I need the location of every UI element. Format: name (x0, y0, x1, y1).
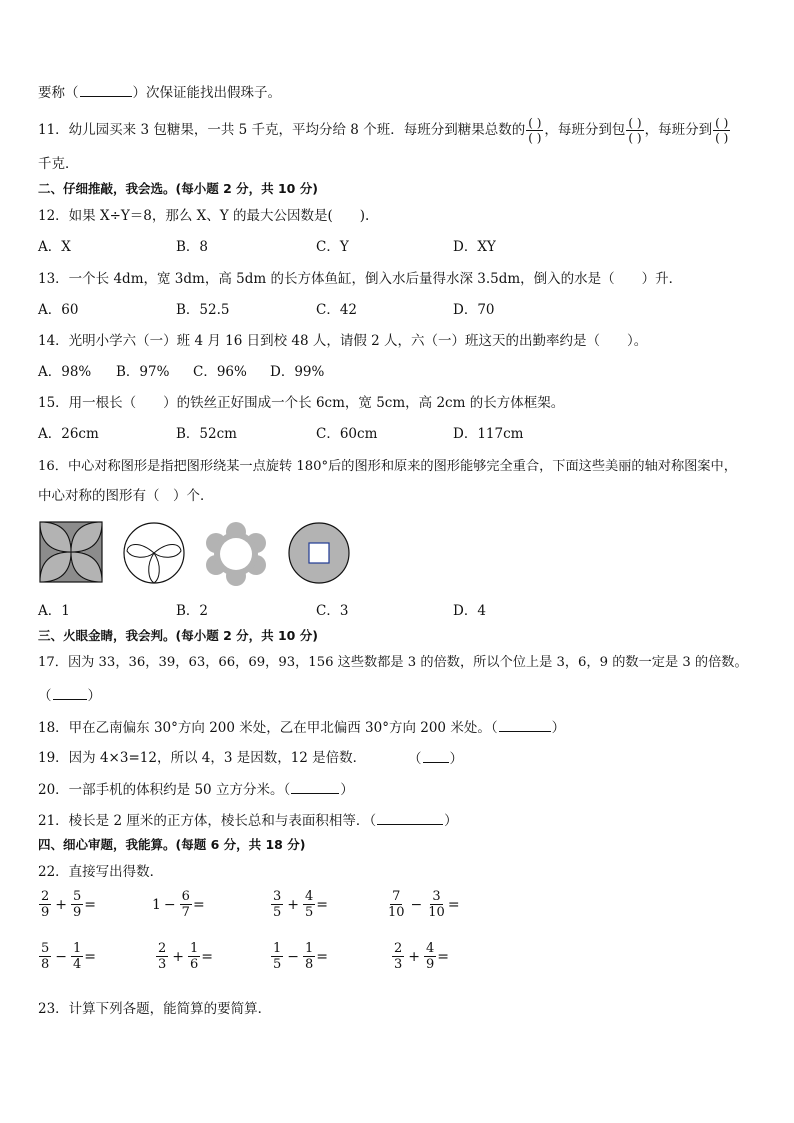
fraction: $\frac{1}{5}$ (273, 941, 282, 972)
q22-calc-5[interactable]: $\frac{5}{8}$ − $\frac{1}{4}$ = (41, 941, 97, 972)
q22-calc-1[interactable]: $\frac{2}{9}$ + $\frac{5}{9}$ = (41, 889, 97, 920)
q15-option-d[interactable]: D．117cm (453, 426, 524, 442)
q19-answer-blank[interactable] (423, 748, 449, 763)
q18-close: ） (551, 720, 566, 736)
q17-stem: 17．因为 33，36，39，63，66，69，93，156 这些数都是 3 的倍数，所以个位上是 3，6，9 的数一定是 3 的倍数。 (38, 655, 748, 670)
q13-option-a[interactable]: A．60 (38, 302, 79, 318)
q12-option-c[interactable]: C．Y (316, 239, 349, 255)
q21-close: ） (444, 813, 458, 829)
q14-option-d[interactable]: D．99% (270, 364, 325, 380)
q17-answer-blank[interactable] (53, 685, 87, 700)
q12-stem: 12．如果 X÷Y＝8，那么 X、Y 的最大公因数是( ). (38, 208, 370, 224)
q11-fraction-1[interactable]: $\frac{( )}{( )}$ (528, 116, 542, 145)
q15-option-b[interactable]: B．52cm (176, 426, 237, 442)
figure-flower (203, 521, 269, 587)
fraction: $\frac{2}{3}$ (158, 941, 167, 972)
q22-stem: 22．直接写出得数． (38, 864, 164, 880)
q19-answer (408, 748, 463, 769)
q19-stem: 19．因为 4×3=12，所以 4，3 是因数，12 是倍数． (38, 750, 367, 766)
q11-tail: 千克． (38, 156, 79, 172)
q12-option-b[interactable]: B．8 (176, 239, 209, 255)
fraction: $\frac{7}{10}$ (388, 889, 405, 920)
q21-stem: 21．棱长是 2 厘米的正方体，棱长总和与表面积相等．（ (38, 813, 377, 829)
q16-option-a[interactable]: A．1 (38, 603, 70, 619)
q20-close: ） (340, 782, 354, 798)
fraction: $\frac{1}{4}$ (73, 941, 82, 972)
q11-line (38, 117, 731, 144)
fraction: $\frac{5}{9}$ (73, 889, 82, 920)
q16-option-d[interactable]: D．4 (453, 603, 486, 619)
section-3-heading: 三、火眼金睛，我会判。(每小题 2 分，共 10 分) (38, 628, 318, 643)
q16-option-b[interactable]: B．2 (176, 603, 209, 619)
q16-stem-2: 中心对称的图形有（ ）个． (38, 488, 214, 504)
q13-option-b[interactable]: B．52.5 (176, 302, 230, 318)
fraction: $\frac{1}{6}$ (190, 941, 199, 972)
q16-stem-1: 16．中心对称图形是指把图形绕某一点旋转 180°后的图形和原来的图形能够完全重合，下面这些美丽的轴对称图案中， (38, 459, 737, 474)
q17-open: （ (38, 688, 52, 704)
q11-text: 11．幼儿园买来 3 包糖果，一共 5 千克，平均分给 8 个班．每班分到糖果总数的 (38, 122, 526, 138)
q15-stem: 15．用一根长（ ）的铁丝正好围成一个长 6cm，宽 5cm，高 2cm 的长方体框架。 (38, 395, 565, 411)
q23-stem: 23．计算下列各题，能简算的要简算． (38, 1001, 272, 1017)
fraction: $\frac{4}{9}$ (426, 941, 435, 972)
q18-line (38, 717, 565, 738)
q22-calc-3[interactable]: $\frac{3}{5}$ + $\frac{4}{5}$ = (273, 889, 329, 920)
q13-option-c[interactable]: C．42 (316, 302, 358, 318)
q18-answer-blank[interactable] (499, 717, 551, 732)
q22-calc-8[interactable]: $\frac{2}{3}$ + $\frac{4}{9}$ = (394, 941, 450, 972)
figure-square-petals (39, 521, 103, 583)
q14-option-b[interactable]: B．97% (116, 364, 170, 380)
q10-pre: 要称（ (38, 85, 79, 101)
q13-stem: 13．一个长 4dm，宽 3dm，高 5dm 的长方体鱼缸，倒入水后量得水深 3.5dm，倒入的水是（ ）升． (38, 271, 683, 287)
fraction: $\frac{3}{5}$ (273, 889, 282, 920)
q20-line (38, 779, 354, 800)
q14-option-a[interactable]: A．98% (38, 364, 92, 380)
q11-fraction-2[interactable]: $\frac{( )}{( )}$ (628, 116, 642, 145)
q12-option-a[interactable]: A．X (38, 239, 71, 255)
q20-answer-blank[interactable] (291, 779, 339, 794)
q11-fraction-3[interactable]: $\frac{( )}{( )}$ (715, 116, 729, 145)
fraction: $\frac{2}{3}$ (394, 941, 403, 972)
q20-stem: 20．一部手机的体积约是 50 立方分米。（ (38, 782, 291, 798)
q15-option-a[interactable]: A．26cm (38, 426, 99, 442)
section-2-heading: 二、仔细推敲，我会选。(每小题 2 分，共 10 分) (38, 181, 318, 196)
q11-mid1: ，每班分到包 (544, 122, 626, 138)
fraction: $\frac{6}{7}$ (181, 889, 190, 920)
q14-option-c[interactable]: C．96% (193, 364, 247, 380)
figure-coin (287, 521, 351, 585)
q18-stem: 18．甲在乙南偏东 30°方向 200 米处，乙在甲北偏西 30°方向 200 米处。（ (38, 720, 498, 736)
q22-calc-4[interactable]: $\frac{7}{10}$ − $\frac{3}{10}$ = (388, 889, 460, 920)
q13-option-d[interactable]: D．70 (453, 302, 495, 318)
section-4-heading: 四、细心审题，我能算。(每题 6 分，共 18 分) (38, 837, 306, 852)
q21-answer-blank[interactable] (377, 810, 443, 825)
q15-option-c[interactable]: C．60cm (316, 426, 378, 442)
figure-circle-three-petals (122, 521, 186, 585)
q10-tail (38, 82, 281, 103)
q12-option-d[interactable]: D．XY (453, 239, 496, 255)
q16-option-c[interactable]: C．3 (316, 603, 349, 619)
q14-stem: 14．光明小学六（一）班 4 月 16 日到校 48 人，请假 2 人，六（一）班这天的出勤率约是（ ）。 (38, 333, 648, 349)
q22-calc-6[interactable]: $\frac{2}{3}$ + $\frac{1}{6}$ = (158, 941, 214, 972)
fraction: $\frac{4}{5}$ (305, 889, 314, 920)
q22-calc-2[interactable]: 1 − $\frac{6}{7}$ = (152, 889, 205, 920)
q11-mid2: ，每班分到 (644, 122, 713, 138)
q22-calc-7[interactable]: $\frac{1}{5}$ − $\frac{1}{8}$ = (273, 941, 329, 972)
fraction: $\frac{5}{8}$ (41, 941, 50, 972)
q21-line (38, 810, 458, 831)
fraction: $\frac{1}{8}$ (305, 941, 314, 972)
q19-open: （ (408, 751, 422, 767)
q17-close: ） (87, 688, 101, 704)
q10-answer-blank[interactable] (80, 82, 132, 97)
q17-answer (38, 685, 101, 706)
fraction: $\frac{2}{9}$ (41, 889, 50, 920)
fraction: $\frac{3}{10}$ (428, 889, 445, 920)
q19-close: ） (449, 751, 463, 767)
q10-post: ）次保证能找出假珠子。 (132, 85, 281, 101)
